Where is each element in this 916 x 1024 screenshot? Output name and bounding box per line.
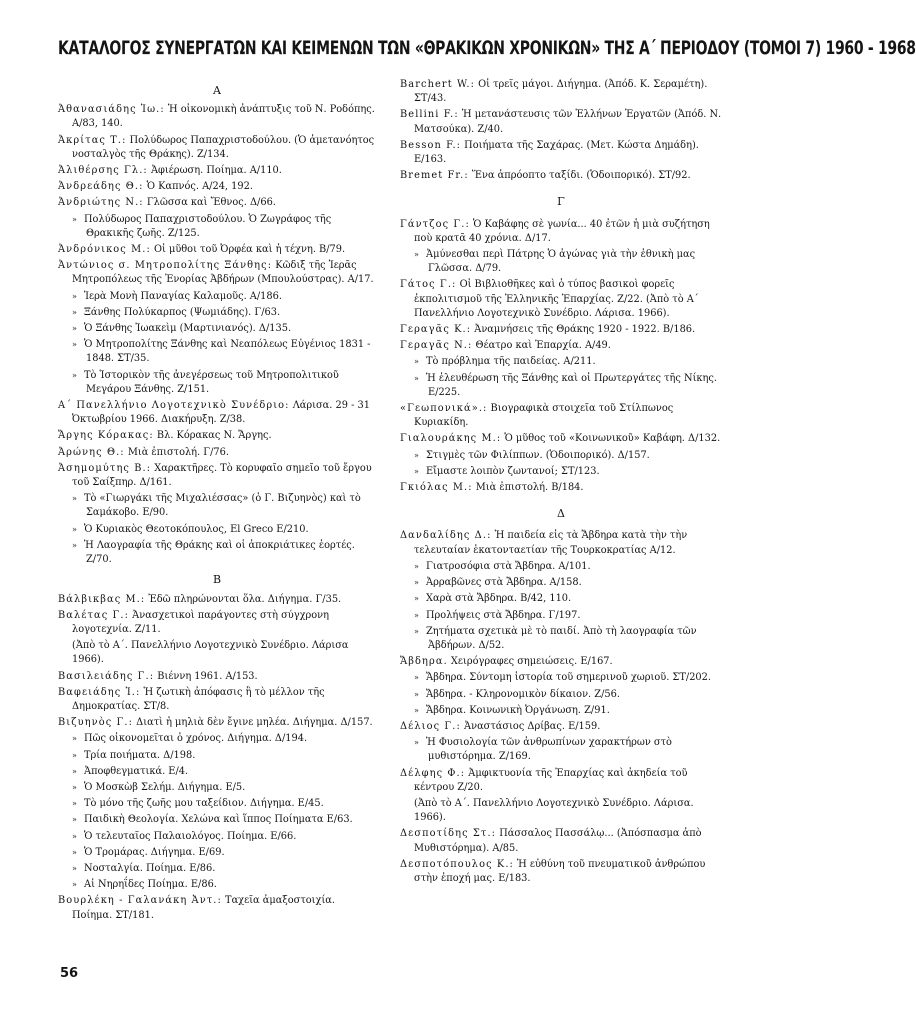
entry-continuation: (Ἀπὸ τὸ Α΄. Πανελλήνιο Λογοτεχνικὸ Συνέδριο. Λάρισα 1966). xyxy=(72,640,349,666)
entry-text: Χειρόγραφες σημειώσεις. Ε/167. xyxy=(447,656,613,668)
catalog-entry xyxy=(58,134,376,162)
entry-author: Βιζυηνὸς Γ.: xyxy=(58,717,134,729)
ditto-mark-icon: » xyxy=(72,291,77,301)
entry-author: Γιαλουράκης Μ.: xyxy=(400,433,502,445)
catalog-entry xyxy=(58,164,376,178)
entry-text: Ἄβδηρα. Κοινωνικὴ Ὀργάνωση. Ζ/91. xyxy=(426,704,610,716)
ditto-mark-icon: » xyxy=(72,815,77,825)
catalog-subentry xyxy=(72,523,376,537)
ditto-mark-icon: » xyxy=(414,689,419,699)
entry-text: Ἀναστάσιος Δρίβας. Ε/159. xyxy=(460,720,601,732)
entry-text: Ἐδῶ πληρώνονται ὅλα. Διήγημα. Γ/35. xyxy=(145,593,342,605)
left-column xyxy=(58,78,376,925)
entry-text: Χαρὰ στὰ Ἄβδηρα. Β/42, 110. xyxy=(426,593,572,605)
ditto-mark-icon: » xyxy=(72,782,77,792)
catalog-subentry xyxy=(72,290,376,304)
entry-text: Προλήψεις στὰ Ἄβδηρα. Γ/197. xyxy=(426,609,581,621)
catalog-entry xyxy=(400,278,722,321)
entry-text: Ἀποφθεγματικά. Ε/4. xyxy=(84,765,189,777)
entry-text: Οἱ Βιβλιοθῆκες καὶ ὁ τύπος βασικοὶ φορεῖς ἐκπολιτισμοῦ τῆς Ἑλληνικῆς Ἐπαρχίας. Ζ/22. (Ἀπὸ τὸ Α΄ Πανελλήνιο Λογοτεχνικὸ Συνέδριο. Λάρισα. 1966). xyxy=(414,279,699,319)
ditto-mark-icon: » xyxy=(72,214,77,224)
ditto-mark-icon: » xyxy=(72,799,77,809)
catalog-subentry xyxy=(72,338,376,366)
ditto-mark-icon: » xyxy=(72,524,77,534)
entry-author: Barchert W.: xyxy=(400,79,476,90)
catalog-subentry xyxy=(72,862,376,876)
section-letter: Α xyxy=(213,84,221,97)
catalog-subentry xyxy=(414,671,722,685)
ditto-mark-icon: » xyxy=(72,324,77,334)
entry-text: Γιατροσόφια στὰ Ἄβδηρα. Α/101. xyxy=(426,560,591,572)
catalog-entry xyxy=(400,432,722,446)
entry-text: Ἡ εὐθύνη τοῦ πνευματικοῦ ἀνθρώπου στὴν ἐποχή μας. Ε/183. xyxy=(414,858,706,884)
entry-text: Ὁ τελευταῖος Παλαιολόγος. Ποίημα. Ε/66. xyxy=(84,830,297,842)
entry-text: Οἱ μῦθοι τοῦ Ὀρφέα καὶ ἡ τέχνη. Β/79. xyxy=(150,244,346,256)
entry-text: Οἱ τρεῖς μάγοι. Διήγημα. (Ἀπόδ. Κ. Σεραμέτη). ΣΤ/43. xyxy=(414,79,708,105)
entry-text: Ὁ Τρομάρας. Διήγημα. Ε/69. xyxy=(84,846,225,858)
ditto-mark-icon: » xyxy=(72,494,77,504)
entry-text: Ἀναμνήσεις τῆς Θράκης 1920 - 1922. Β/186. xyxy=(471,324,696,336)
ditto-mark-icon: » xyxy=(414,357,419,367)
catalog-entry xyxy=(400,218,722,246)
catalog-entry xyxy=(58,259,376,287)
entry-author: Ἀλιθέρσης Γλ.: xyxy=(58,165,148,177)
entry-author: Δέλιος Γ.: xyxy=(400,720,461,732)
entry-author: Besson F.: xyxy=(400,139,462,151)
entry-author: Βάλβικβας Μ.: xyxy=(58,593,146,605)
entry-author: Βουρλέκη - Γαλανάκη Ἀντ.: xyxy=(58,895,222,907)
entry-author: Ἀνδρεάδης Θ.: xyxy=(58,181,144,193)
entry-text: Τρία ποιήματα. Δ/198. xyxy=(84,749,196,761)
entry-text: Τὸ πρόβλημα τῆς παιδείας. Α/211. xyxy=(426,356,596,368)
section-letter: Δ xyxy=(557,507,565,521)
entry-text: Τὸ Ἱστορικὸν τῆς ἀνεγέρσεως τοῦ Μητροπολιτικοῦ Μεγάρου Ξάνθης. Ζ/151. xyxy=(84,369,339,395)
entry-author: Ἀρώνης Θ.: xyxy=(58,446,125,458)
catalog-subentry xyxy=(72,749,376,763)
entry-text: Ὁ Μοσκὼβ Σελήμ. Διήγημα. Ε/5. xyxy=(84,781,246,793)
catalog-entry xyxy=(400,402,722,430)
catalog-subentry xyxy=(414,736,722,764)
catalog-entry xyxy=(400,139,722,167)
entry-author: Ἄργης Κόρακας: xyxy=(58,430,154,442)
entry-text: Ἡ παιδεία εἰς τὰ Ἄβδηρα κατὰ τὴν τὴν τελευταίαν ἑκατονταετίαν τῆς Τουρκοκρατίας Α/12. xyxy=(414,530,688,556)
ditto-mark-icon: » xyxy=(414,578,419,588)
entry-text: Ἀρραβῶνες στὰ Ἄβδηρα. Α/158. xyxy=(426,577,582,589)
entry-author: Δεσποτόπουλος Κ.: xyxy=(400,858,514,870)
entry-text: Τὸ «Γιωργάκι τῆς Μιχαλιέσσας» (ὁ Γ. Βιζυηνὸς) καὶ τὸ Σαμάκοβο. Ε/90. xyxy=(84,493,361,519)
catalog-subentry xyxy=(414,688,722,702)
entry-text: Ἀφιέρωση. Ποίημα. Α/110. xyxy=(147,165,282,177)
entry-author: Βαφειάδης Ἰ.: xyxy=(58,686,141,698)
entry-author: Ἀθανασιάδης Ἰω.: xyxy=(58,104,165,116)
entry-author: Βασιλειάδης Γ.: xyxy=(58,670,155,682)
entry-author: Ἀντώνιος σ. Μητροπολίτης Ξάνθης: xyxy=(58,260,273,272)
section-letter: Β xyxy=(212,573,222,587)
catalog-subentry xyxy=(414,625,722,653)
entry-text: Ἄβδηρα. - Κληρονομικὸν δίκαιον. Ζ/56. xyxy=(426,688,620,700)
entry-author: Δανδαλίδης Δ.: xyxy=(400,530,492,542)
catalog-entry xyxy=(400,481,722,495)
ditto-mark-icon: » xyxy=(72,540,77,550)
catalog-entry xyxy=(58,670,376,684)
catalog-entry xyxy=(400,108,722,136)
entry-author: Δεσποτίδης Στ.: xyxy=(400,828,497,840)
entry-text: Ἀμφικτυονία τῆς Ἐπαρχίας καὶ ἀκηδεία τοῦ κέντρου Ζ/20. xyxy=(414,767,688,793)
catalog-title: ΚΑΤΑΛΟΓΟΣ ΣΥΝΕΡΓΑΤΩΝ ΚΑΙ ΚΕΙΜΕΝΩΝ ΤΩΝ «ΘΡΑΚΙΚΩΝ ΧΡΟΝΙΚΩΝ» ΤΗΣ Α΄ ΠΕΡΙΟΔΟΥ (ΤΟΜΟΙ 7) 1960 - 1968 xyxy=(58,38,916,60)
ditto-mark-icon: » xyxy=(72,880,77,890)
ditto-mark-icon: » xyxy=(414,626,419,636)
catalog-subentry xyxy=(72,781,376,795)
ditto-mark-icon: » xyxy=(72,863,77,873)
catalog-subentry xyxy=(414,704,722,718)
catalog-entry xyxy=(58,462,376,490)
entry-author: Γάντζος Γ.: xyxy=(400,218,470,230)
entry-author: Bremet Fr.: xyxy=(400,170,469,182)
entry-author: Γεραγᾶς Κ.: xyxy=(400,324,472,336)
entry-text: Βιέννη 1961. Α/153. xyxy=(154,670,258,682)
ditto-mark-icon: » xyxy=(72,847,77,857)
catalog-subentry xyxy=(72,213,376,241)
ditto-mark-icon: » xyxy=(414,705,419,715)
ditto-mark-icon: » xyxy=(72,734,77,744)
entry-author: Ἀκρίτας Τ.: xyxy=(58,134,127,146)
entry-text: Πῶς οἰκονομεῖται ὁ χρόνος. Διήγημα. Δ/194. xyxy=(84,733,308,745)
catalog-entry xyxy=(400,827,722,855)
ditto-mark-icon: » xyxy=(414,610,419,620)
catalog-entry xyxy=(400,720,722,734)
catalog-entry xyxy=(400,169,722,183)
entry-author: Α΄ Πανελλήνιο Λογοτεχνικὸ Συνέδριο: xyxy=(58,400,290,412)
catalog-subentry xyxy=(414,465,722,479)
section-letter: Γ xyxy=(557,195,565,209)
entry-text: Πάσσαλος Πασσάλῳ... (Ἀπόσπασμα ἀπὸ Μυθιστόρημα). Α/85. xyxy=(414,828,702,854)
ditto-mark-icon: » xyxy=(414,738,419,748)
entry-text: Χαρακτῆρες. Τὸ κορυφαῖο σημεῖο τοῦ ἔργου τοῦ Σαίξπηρ. Δ/161. xyxy=(72,462,372,489)
catalog-subentry xyxy=(414,355,722,369)
entry-author: Ἀσημομύτης Β.: xyxy=(58,462,152,474)
ditto-mark-icon: » xyxy=(414,673,419,683)
catalog-entry xyxy=(58,686,376,714)
catalog-entry xyxy=(400,858,722,886)
catalog-subentry xyxy=(414,592,722,606)
catalog-subentry xyxy=(72,306,376,320)
entry-text: Ἡ μετανάστευσις τῶν Ἑλλήνων Ἐργατῶν (Ἀπόδ. Ν. Ματσούκα). Ζ/40. xyxy=(414,109,722,135)
ditto-mark-icon: » xyxy=(72,370,77,380)
entry-text: Αἱ Νηρηΐδες Ποίημα. Ε/86. xyxy=(84,879,217,891)
entry-author: Ἀνδρόνικος Μ.: xyxy=(58,244,151,256)
entry-text: Νοσταλγία. Ποίημα. Ε/86. xyxy=(84,862,216,874)
ditto-mark-icon: » xyxy=(414,450,419,460)
catalog-entry xyxy=(58,180,376,194)
catalog-entry xyxy=(58,446,376,460)
entry-text: Εἴμαστε λοιπὸν ζωντανοί; ΣΤ/123. xyxy=(426,465,600,477)
catalog-subentry xyxy=(72,797,376,811)
catalog-entry xyxy=(58,429,376,443)
entry-text: Ὁ μῦθος τοῦ «Κοινωνικοῦ» Καβάφη. Δ/132. xyxy=(501,433,721,445)
catalog-entry xyxy=(58,609,376,637)
entry-author: Ἀνδριώτης Ν.: xyxy=(58,197,144,209)
entry-text: Διατὶ ἡ μηλιὰ δὲν ἔγινε μηλέα. Διήγημα. Δ/157. xyxy=(133,717,373,729)
catalog-subentry xyxy=(72,369,376,397)
entry-text: Ξάνθης Πολύκαρπος (Ψωμιάδης). Γ/63. xyxy=(84,306,281,318)
entry-text: Ταχεῖα ἀμαξοστοιχία. Ποίημα. ΣΤ/181. xyxy=(72,895,336,921)
catalog-subentry xyxy=(72,813,376,827)
ditto-mark-icon: » xyxy=(414,466,419,476)
entry-text: Ἀμύνεσθαι περὶ Πάτρης Ὁ ἀγώνας γιὰ τὴν ἐθνικὴ μας Γλῶσσα. Δ/79. xyxy=(426,249,696,275)
catalog-subentry xyxy=(72,830,376,844)
entry-author: Ἄβδηρα. xyxy=(400,656,448,668)
entry-continuation: (Ἀπὸ τὸ Α΄. Πανελλήνιο Λογοτεχνικὸ Συνέδριο. Λάρισα. 1966). xyxy=(414,797,694,824)
entry-text: Ὁ Ξάνθης Ἰωακεὶμ (Μαρτινιανός). Δ/135. xyxy=(84,323,292,335)
entry-author: Γεραγᾶς Ν.: xyxy=(400,340,473,352)
catalog-subentry xyxy=(414,372,722,400)
catalog-subentry xyxy=(72,765,376,779)
entry-text: Ἡ Λαογραφία τῆς Θράκης καὶ οἱ ἀποκριάτικες ἑορτές. Ζ/70. xyxy=(84,539,355,566)
entry-text: Πολύδωρος Παπαχριστοδούλου. (Ὁ ἀμετανόητος νοσταλγὸς τῆς Θράκης). Ζ/134. xyxy=(72,134,375,160)
entry-text: Βλ. Κόρακας Ν. Ἄργης. xyxy=(153,430,272,442)
entry-text: Μιὰ ἐπιστολή. Γ/76. xyxy=(124,446,229,458)
entry-text: Ἀνασχετικοὶ παράγοντες στὴ σύγχρονη λογοτεχνία. Ζ/11. xyxy=(72,609,330,635)
entry-author: «Γεωπονικά».: xyxy=(400,403,488,415)
catalog-entry xyxy=(400,529,722,557)
ditto-mark-icon: » xyxy=(414,561,419,571)
catalog-subentry xyxy=(414,576,722,590)
ditto-mark-icon: » xyxy=(72,307,77,317)
right-column xyxy=(400,78,722,888)
ditto-mark-icon: » xyxy=(72,831,77,841)
catalog-entry xyxy=(58,894,376,922)
ditto-mark-icon: » xyxy=(72,340,77,350)
entry-text: Παιδικὴ Θεολογία. Χελώνα καὶ ἵππος Ποίηματα Ε/63. xyxy=(84,814,353,826)
catalog-entry xyxy=(58,399,376,427)
ditto-mark-icon: » xyxy=(414,250,419,260)
catalog-entry xyxy=(400,655,722,669)
ditto-mark-icon: » xyxy=(72,766,77,776)
catalog-entry xyxy=(58,243,376,257)
catalog-subentry xyxy=(72,878,376,892)
catalog-entry xyxy=(400,78,722,106)
catalog-subentry xyxy=(414,560,722,574)
ditto-mark-icon: » xyxy=(72,750,77,760)
entry-text: Ἡ οἰκονομικὴ ἀνάπτυξις τοῦ Ν. Ροδόπης. Α/83, 140. xyxy=(72,104,375,130)
entry-text: Ἄβδηρα. Σύντομη ἱστορία τοῦ σημερινοῦ χωριοῦ. ΣΤ/202. xyxy=(426,672,712,684)
entry-text: Τὸ μόνο τῆς ζωῆς μου ταξείδιον. Διήγημα. Ε/45. xyxy=(84,798,324,810)
catalog-subentry xyxy=(414,248,722,276)
entry-text: Ὁ Κυριακὸς Θεοτοκόπουλος, El Greco Ε/210. xyxy=(84,523,309,535)
ditto-mark-icon: » xyxy=(414,594,419,604)
entry-text: Ὁ Καβάφης σὲ γωνία... 40 ἐτῶν ἡ μιὰ συζήτηση ποὺ κρατᾶ 40 χρόνια. Δ/17. xyxy=(414,218,710,244)
entry-text: Ἱερὰ Μονὴ Παναγίας Καλαμοῦς. Α/186. xyxy=(84,290,282,302)
catalog-entry xyxy=(400,323,722,337)
catalog-subentry xyxy=(72,322,376,336)
entry-author: Δέλφης Φ.: xyxy=(400,767,466,779)
ditto-mark-icon: » xyxy=(414,373,419,383)
entry-author: Γκιόλας Μ.: xyxy=(400,482,473,494)
catalog-entry xyxy=(58,593,376,607)
catalog-entry xyxy=(58,716,376,730)
catalog-entry xyxy=(400,767,722,795)
entry-text: Ζητήματα σχετικὰ μὲ τὸ παιδί. Ἀπὸ τὴ λαογραφία τῶν Ἀβδήρων. Δ/52. xyxy=(426,625,697,651)
entry-text: Ἡ Φυσιολογία τῶν ἀνθρωπίνων χαρακτήρων στὸ μυθιστόρημα. Ζ/169. xyxy=(426,737,672,763)
catalog-entry xyxy=(58,103,376,131)
entry-text: Γλῶσσα καὶ Ἔθνος. Δ/66. xyxy=(143,197,276,209)
entry-author: Bellini F.: xyxy=(400,109,459,121)
entry-author: Βαλέτας Γ.: xyxy=(58,609,130,621)
catalog-subentry xyxy=(414,449,722,463)
entry-text: Θέατρο καὶ Ἐπαρχία. Α/49. xyxy=(472,340,611,352)
entry-text: Ὁ Καπνός. Α/24, 192. xyxy=(143,181,253,193)
entry-text: Ἡ ἐλευθέρωση τῆς Ξάνθης καὶ οἱ Πρωτεργάτες τῆς Νίκης. Ε/225. xyxy=(426,372,718,398)
entry-text: Ποιήματα τῆς Σαχάρας. (Μετ. Κώστα Δημάδη). Ε/163. xyxy=(414,139,699,166)
catalog-subentry xyxy=(72,732,376,746)
page-number: 56 xyxy=(60,966,79,981)
catalog-subentry xyxy=(414,609,722,623)
entry-text: Λάρισα. 29 - 31 Ὀκτωβρίου 1966. Διακήρυξη. Ζ/38. xyxy=(72,400,370,426)
entry-text: Ὁ Μητροπολίτης Ξάνθης καὶ Νεαπόλεως Εὐγένιος 1831 - 1848. ΣΤ/35. xyxy=(84,339,371,365)
catalog-subentry xyxy=(72,539,376,567)
entry-text: Στιγμὲς τῶν Φιλίππων. (Ὁδοιπορικό). Δ/157. xyxy=(426,449,650,461)
entry-text: Πολύδωρος Παπαχριστοδούλου. Ὁ Ζωγράφος τῆς Θρακικῆς ζωῆς. Ζ/125. xyxy=(84,213,332,239)
entry-text: Ἕνα ἀπρόοπτο ταξίδι. (Ὁδοιπορικό). ΣΤ/92. xyxy=(468,170,691,182)
catalog-entry xyxy=(58,196,376,210)
catalog-entry xyxy=(400,339,722,353)
entry-text: Μιὰ ἐπιστολή. Β/184. xyxy=(472,482,584,494)
catalog-subentry xyxy=(72,846,376,860)
entry-text: Ἡ ζωτικὴ ἀπόφασις ἢ τὸ μέλλον τῆς Δημοκρατίας. ΣΤ/8. xyxy=(72,686,325,712)
catalog-subentry xyxy=(72,492,376,520)
entry-text: Κῶδιξ τῆς Ἱερᾶς Μητροπόλεως τῆς Ἐνορίας Ἀβδήρων (Μπουλούστρας). Α/17. xyxy=(72,260,374,286)
entry-author: Γάτος Γ.: xyxy=(400,279,457,291)
entry-text: Βιογραφικὰ στοιχεῖα τοῦ Στίλπωνος Κυριακίδη. xyxy=(414,403,674,429)
